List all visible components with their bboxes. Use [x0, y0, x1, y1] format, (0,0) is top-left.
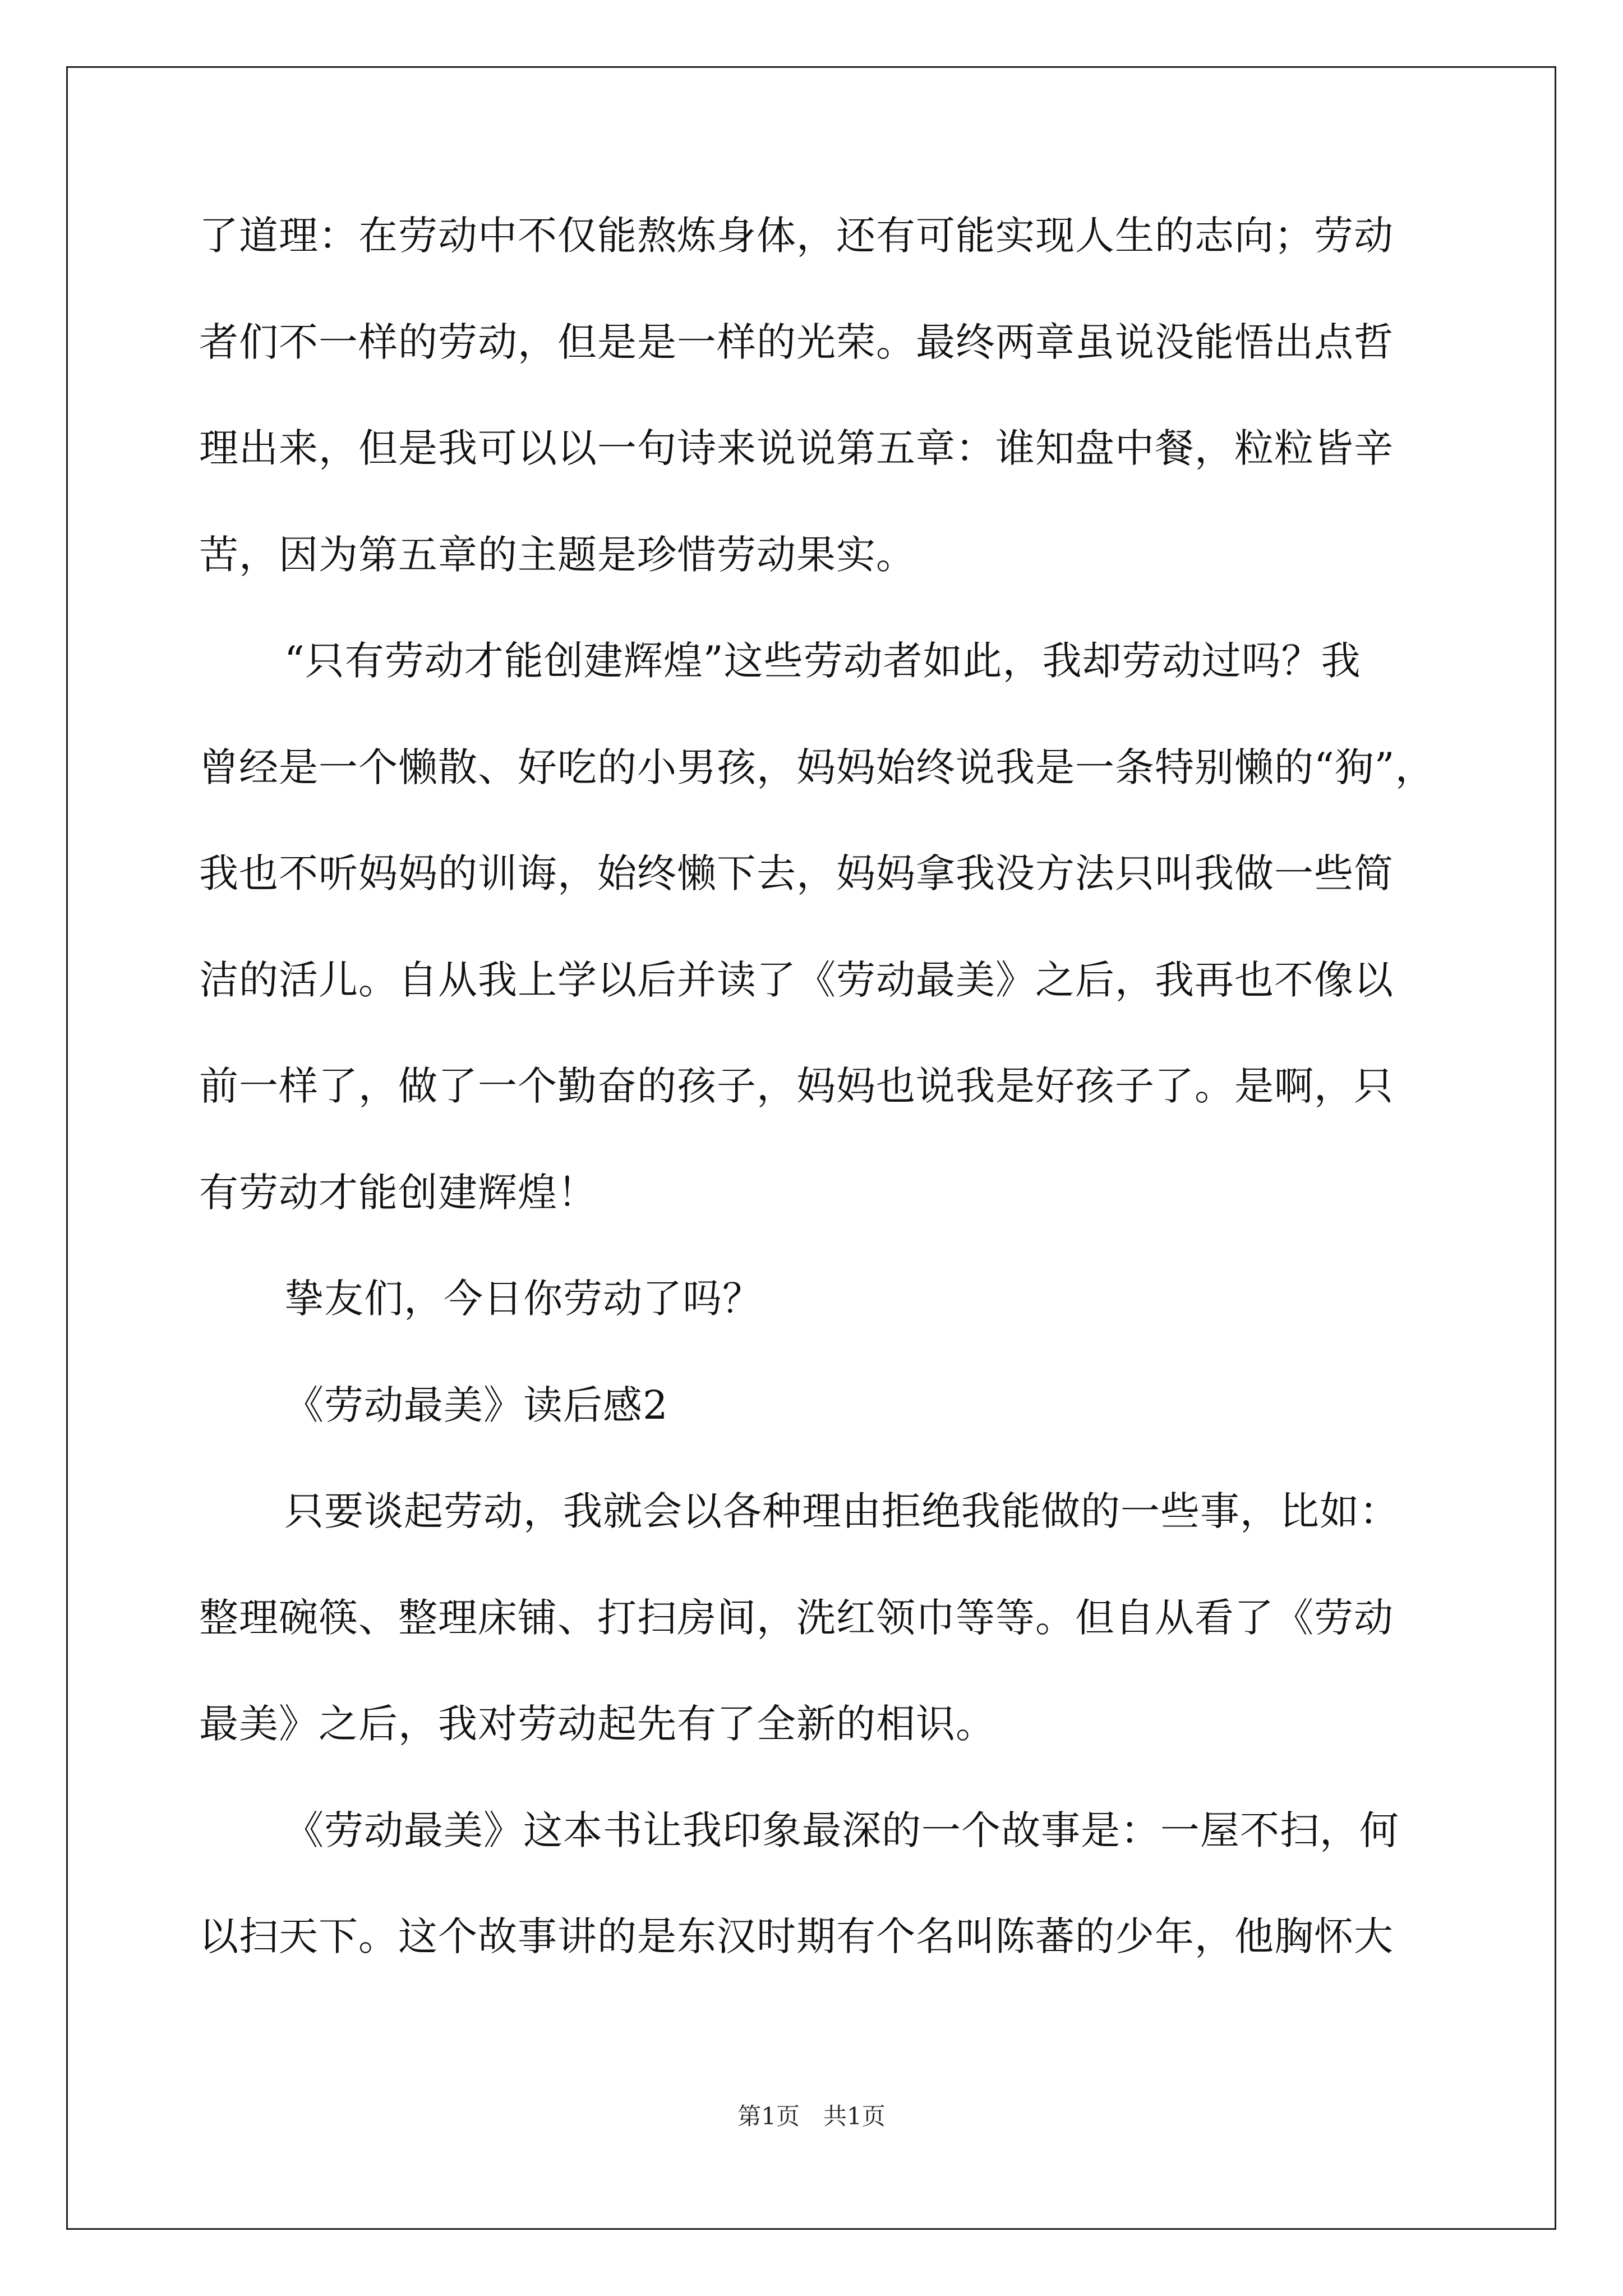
page-footer: 第1页 共1页: [737, 2102, 886, 2130]
text-line: 理出来，但是我可以以一句诗来说说第五章：谁知盘中餐，粒粒皆辛: [199, 425, 1394, 471]
document-body: [199, 213, 1435, 2023]
text-line: 前一样了，做了一个勤奋的孩子，妈妈也说我是好孩子了。是啊，只: [199, 1063, 1394, 1109]
text-line: 我也不听妈妈的训诲，始终懒下去，妈妈拿我没方法只叫我做一些简: [199, 850, 1394, 896]
text-line: 有劳动才能创建辉煌！: [199, 1169, 597, 1216]
text-line: 曾经是一个懒散、好吃的小男孩，妈妈始终说我是一条特别懒的“狗”，: [199, 744, 1435, 790]
text-line: 《劳动最美》这本书让我印象最深的一个故事是：一屋不扫，何: [284, 1807, 1399, 1853]
section-heading: 《劳动最美》读后感2: [284, 1382, 668, 1428]
text-line: 了道理：在劳动中不仅能熬炼身体，还有可能实现人生的志向；劳动: [199, 213, 1394, 259]
text-line: 苦，因为第五章的主题是珍惜劳动果实。: [199, 531, 916, 578]
text-line: 最美》之后，我对劳动起先有了全新的相识。: [199, 1701, 995, 1747]
text-line: 以扫天下。这个故事讲的是东汉时期有个名叫陈蕃的少年，他胸怀大: [199, 1913, 1394, 1959]
text-line: 整理碗筷、整理床铺、打扫房间，洗红领巾等等。但自从看了《劳动: [199, 1594, 1394, 1641]
text-line: 挚友们，今日你劳动了吗？: [284, 1276, 762, 1322]
text-line: 洁的活儿。自从我上学以后并读了《劳动最美》之后，我再也不像以: [199, 956, 1394, 1003]
text-line: 只要谈起劳动，我就会以各种理由拒绝我能做的一些事，比如：: [284, 1488, 1399, 1534]
text-line: 者们不一样的劳动，但是是一样的光荣。最终两章虽说没能悟出点哲: [199, 319, 1394, 365]
text-line: “只有劳动才能创建辉煌”这些劳动者如此，我却劳动过吗？我: [284, 638, 1361, 684]
